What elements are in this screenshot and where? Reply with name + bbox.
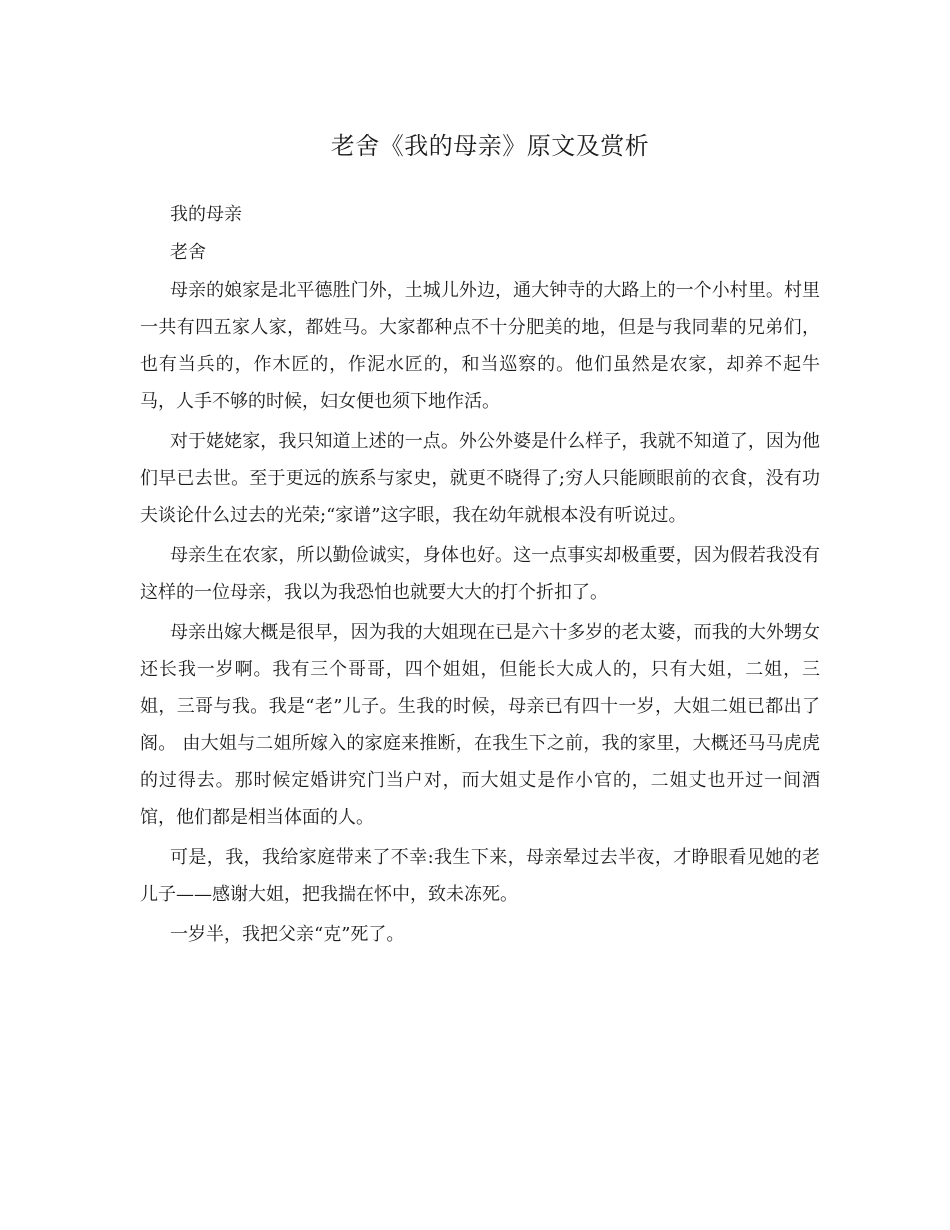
essay-title: 我的母亲 — [170, 204, 242, 225]
paragraph: 母亲的娘家是北平德胜门外，土城儿外边，通大钟寺的大路上的一个小村里。村里一共有四五家人家，都姓马。大家都种点不十分肥美的地，但是与我同辈的兄弟们，也有当兵的，作木匠的，作泥水匠的，和当巡察的。他们虽然是农家，却养不起牛马，人手不够的时候，妇女便也须下地作活。 — [140, 280, 820, 412]
paragraph: 对于姥姥家，我只知道上述的一点。外公外婆是什么样子，我就不知道了，因为他们早已去世。至于更远的族系与家史，就更不晓得了;穷人只能顾眼前的衣食，没有功夫谈论什么过去的光荣;“家谱”这字眼，我在幼年就根本没有听说过。 — [140, 431, 820, 526]
author-name: 老舍 — [170, 242, 206, 263]
document-title: 老舍《我的母亲》原文及赏析 — [330, 132, 650, 160]
paragraph: 母亲出嫁大概是很早，因为我的大姐现在已是六十多岁的老太婆，而我的大外甥女还长我一岁啊。我有三个哥哥，四个姐姐，但能长大成人的，只有大姐，二姐，三姐，三哥与我。我是“老”儿子。生我的时候，母亲已有四十一岁，大姐二姐已都出了阁。 由大姐与二姐所嫁入的家庭来推断，在我生下之前，我的家里，大概还马马虎虎的过得去。那时候定婚讲究门当户对，而大姐丈是作小官的，二姐丈也开过一间酒馆，他们都是相当体面的人。 — [140, 622, 820, 828]
paragraph: 可是，我，我给家庭带来了不幸:我生下来，母亲晕过去半夜，才睁眼看见她的老儿子——感谢大姐，把我揣在怀中，致未冻死。 — [140, 847, 820, 905]
paragraph: 一岁半，我把父亲“克”死了。 — [170, 924, 405, 945]
paragraph: 母亲生在农家，所以勤俭诚实，身体也好。这一点事实却极重要，因为假若我没有这样的一位母亲，我以为我恐怕也就要大大的打个折扣了。 — [140, 545, 820, 603]
document-body — [140, 196, 820, 956]
